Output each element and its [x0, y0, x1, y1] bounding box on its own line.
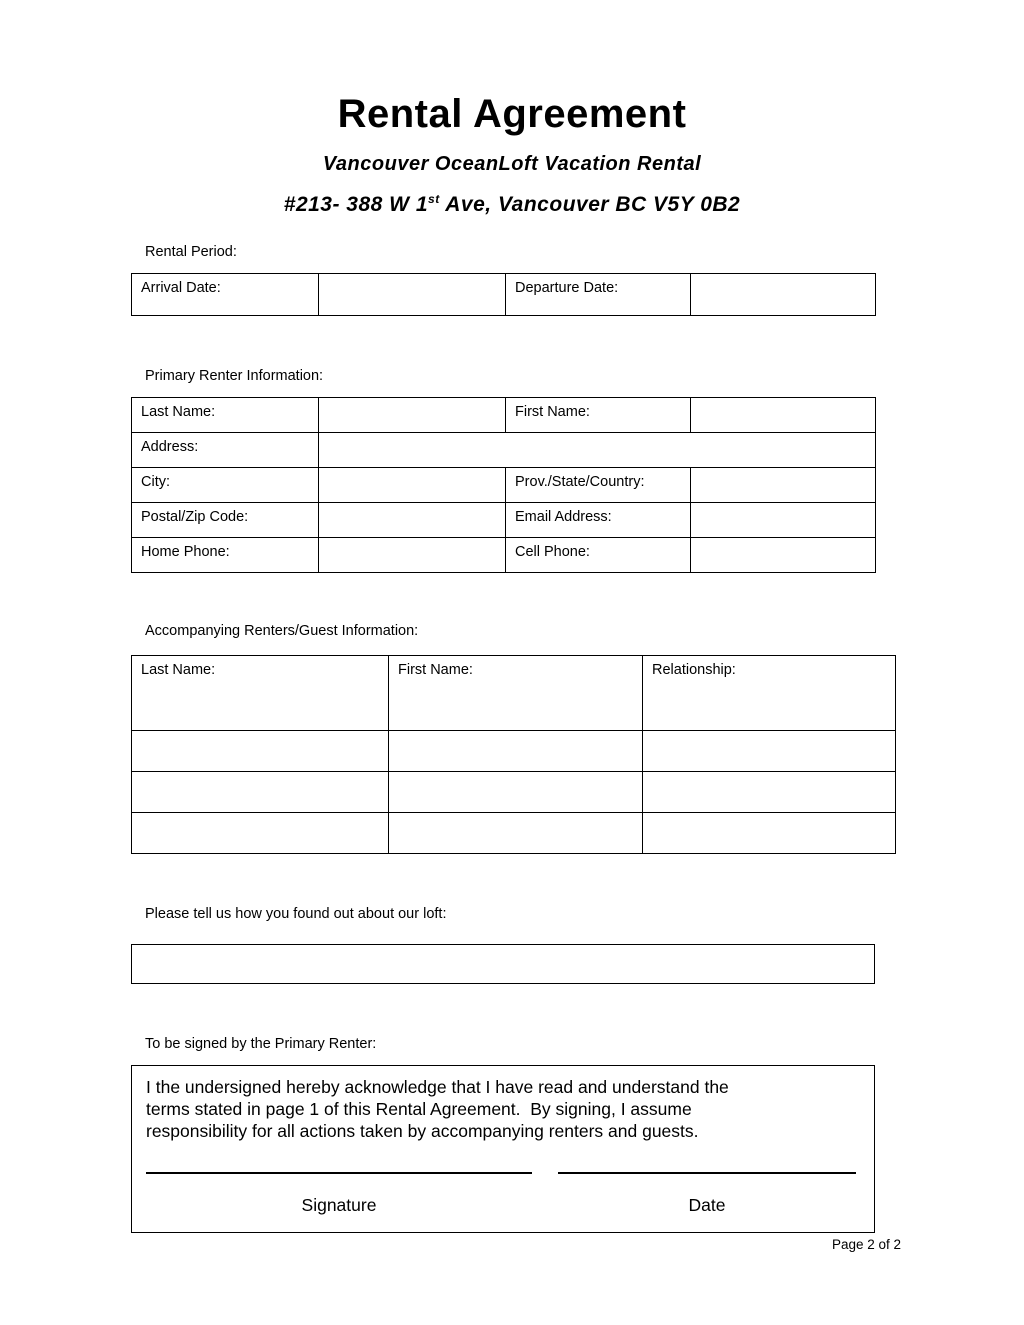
city-field[interactable] — [319, 468, 506, 503]
cell-phone-field[interactable] — [691, 538, 876, 573]
guest-first-name-field[interactable] — [389, 772, 643, 813]
rental-period-section-label: Rental Period: — [145, 244, 237, 260]
document-subtitle: Vancouver OceanLoft Vacation Rental — [322, 153, 702, 175]
home-phone-label: Home Phone: — [132, 538, 319, 573]
email-address-label: Email Address: — [506, 503, 691, 538]
address-prefix: #213- 388 W 1 — [283, 193, 429, 216]
signature-box — [131, 1065, 875, 1233]
guest-row — [132, 772, 896, 813]
arrival-date-label: Arrival Date: — [132, 274, 319, 316]
rental-period-table — [131, 273, 876, 316]
cell-phone-label: Cell Phone: — [506, 538, 691, 573]
departure-date-label: Departure Date: — [506, 274, 691, 316]
page-number: Page 2 of 2 — [831, 1237, 901, 1252]
date-line[interactable] — [558, 1172, 856, 1174]
rental-period-row — [132, 274, 876, 316]
primary-renter-table — [131, 397, 876, 573]
table-row — [132, 468, 876, 503]
address-suffix: Ave, Vancouver BC V5Y 0B2 — [439, 193, 741, 216]
guest-row — [132, 813, 896, 854]
guest-row — [132, 731, 896, 772]
guests-table — [131, 655, 896, 854]
guest-last-name-cell[interactable] — [132, 656, 389, 731]
referral-field[interactable] — [131, 944, 875, 984]
email-address-field[interactable] — [691, 503, 876, 538]
date-label: Date — [688, 1195, 726, 1215]
document-title: Rental Agreement — [337, 92, 687, 136]
guest-first-name-field[interactable] — [389, 731, 643, 772]
home-phone-field[interactable] — [319, 538, 506, 573]
signature-section-label: To be signed by the Primary Renter: — [145, 1036, 377, 1052]
first-name-label: First Name: — [506, 398, 691, 433]
guest-last-name-label: Last Name: — [141, 662, 216, 678]
guest-last-name-field[interactable] — [132, 772, 389, 813]
guest-first-name-label: First Name: — [398, 662, 473, 678]
first-name-field[interactable] — [691, 398, 876, 433]
referral-section-label: Please tell us how you found out about our loft: — [145, 906, 447, 922]
property-address — [0, 186, 1024, 218]
guest-relationship-field[interactable] — [643, 813, 896, 854]
arrival-date-field[interactable] — [319, 274, 506, 316]
primary-renter-section-label: Primary Renter Information: — [145, 368, 324, 384]
guest-last-name-field[interactable] — [132, 731, 389, 772]
signature-line[interactable] — [146, 1172, 532, 1174]
prov-state-country-field[interactable] — [691, 468, 876, 503]
signature-gap — [532, 1172, 558, 1174]
guest-relationship-label: Relationship: — [652, 662, 736, 678]
city-label: City: — [132, 468, 319, 503]
table-row — [132, 538, 876, 573]
signature-label: Signature — [301, 1195, 377, 1215]
acknowledgement-line: I the undersigned hereby acknowledge that I have read and understand the — [146, 1077, 729, 1097]
acknowledgement-line: terms stated in page 1 of this Rental Agreement. By signing, I assume — [146, 1099, 692, 1119]
acknowledgement-line: responsibility for all actions taken by accompanying renters and guests. — [146, 1121, 699, 1141]
signature-gap — [532, 1194, 558, 1216]
guest-first-name-field[interactable] — [389, 813, 643, 854]
address-ordinal-superscript: st — [428, 192, 440, 206]
guest-last-name-field[interactable] — [132, 813, 389, 854]
last-name-label: Last Name: — [132, 398, 319, 433]
last-name-field[interactable] — [319, 398, 506, 433]
table-row — [132, 503, 876, 538]
departure-date-field[interactable] — [691, 274, 876, 316]
table-row — [132, 398, 876, 433]
postal-zip-label: Postal/Zip Code: — [132, 503, 319, 538]
guest-relationship-field[interactable] — [643, 772, 896, 813]
guest-relationship-cell[interactable] — [643, 656, 896, 731]
guest-first-name-cell[interactable] — [389, 656, 643, 731]
address-field[interactable] — [319, 433, 876, 468]
prov-state-country-label: Prov./State/Country: — [506, 468, 691, 503]
guest-relationship-field[interactable] — [643, 731, 896, 772]
guest-header-row — [132, 656, 896, 731]
guests-section-label: Accompanying Renters/Guest Information: — [145, 623, 419, 639]
table-row — [132, 433, 876, 468]
postal-zip-field[interactable] — [319, 503, 506, 538]
address-label: Address: — [132, 433, 319, 468]
